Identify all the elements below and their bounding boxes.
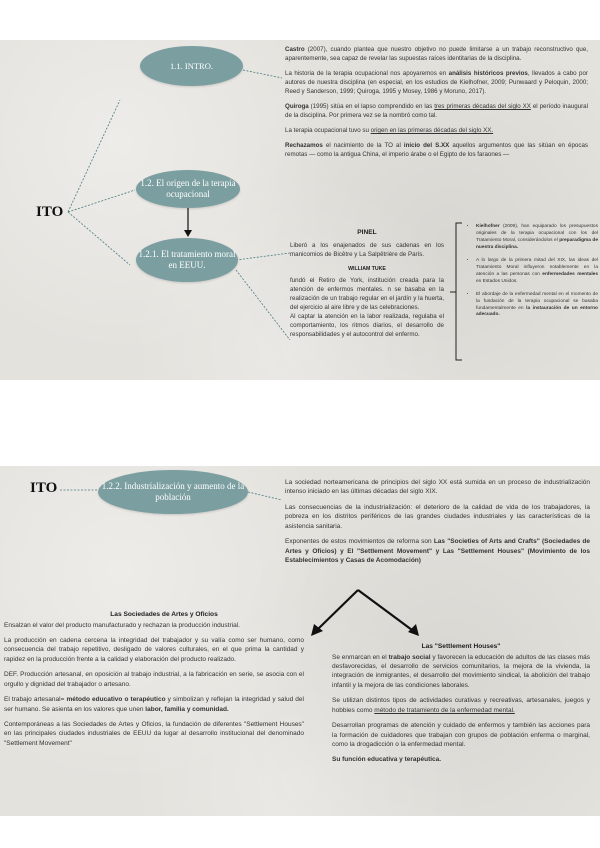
ito-label: ITO bbox=[36, 204, 64, 220]
artes-oficios-title: Las Sociedades de Artes y Oficios bbox=[110, 611, 218, 618]
industrializacion-node-label: 1.2.2. Industrialización y aumento de la población bbox=[101, 480, 245, 502]
bullet2-bold: enfermedades mentales bbox=[542, 271, 598, 277]
tratamiento-node[interactable] bbox=[136, 238, 238, 282]
bullet1-bold: Kielhofner bbox=[476, 224, 500, 229]
industrial-p3-bold: Las "Societies of Arts and Crafts" (Sociedades de Artes y Oficios) y El "Settlement Movement" y Las "Settlement Houses" (Movimiento de los Establecimientos y Casas de Acomodación) bbox=[285, 538, 590, 564]
artes-p2: La producción en cadena cercena la integridad del trabajador y su valía como ser humano, como consecuencia del trabajo repetitivo, desligado de valores culturales, en el que prima la cantidad y rapidez en la producción frente a la calidad y elaboración del producto realizado. bbox=[4, 636, 304, 663]
intro-node-label: 1.1. INTRO. bbox=[170, 61, 213, 71]
intro-p3-a: (1995) sitúa en el lapso comprendido en las bbox=[308, 102, 435, 110]
artes-p4-b: y simbolizan y reflejan la integridad y salud del ser humano. Se asienta en los valores que unen bbox=[4, 696, 304, 713]
artes-p4-bold: método educativo o terapéutico bbox=[66, 696, 166, 704]
artes-p5: Contemporáneas a las Sociedades de Artes y Oficios, la fundación de diferentes "Settlement Houses" en las principales ciudades industriales de EEUU da lugar al desarrollo institucional del denominado "Settlement Movement" bbox=[4, 720, 304, 747]
intro-p2-a: La historia de la terapia ocupacional nos apoyaremos en bbox=[285, 69, 449, 77]
artes-p4-bold2: labor, familia y comunidad. bbox=[145, 705, 229, 713]
pinel-title: PINEL bbox=[357, 229, 377, 236]
intro-p5-b: aquellos argumentos que las sitúan en épocas remotas — como la antigua China, el imperio árabe o el Egipto de los faraones — bbox=[285, 141, 588, 158]
artes-p4-a: El trabajo artesanal= bbox=[4, 696, 67, 704]
bullet3-bold: la instauración de un entorno adecuado. bbox=[476, 305, 598, 318]
intro-p4-underline: origen en las primeras décadas del siglo XX. bbox=[370, 126, 494, 134]
artes-p1: Ensalzan el valor del producto manufacturado y rechazan la producción industrial. bbox=[4, 621, 240, 629]
settlement-p1-a: Se enmarcan en el bbox=[332, 653, 389, 661]
bullet-siglo-xix bbox=[476, 258, 598, 286]
settlement-p2-underline: método de tratamiento de la enfermedad mental. bbox=[374, 706, 515, 714]
intro-p3-b: el período inaugural de la disciplina. Por primera vez se la nombró como tal. bbox=[285, 102, 588, 119]
tratamiento-bullets bbox=[468, 224, 598, 325]
settlement-p3: Desarrollan programas de atención y cuidado de enfermos y también las acciones para la formación de cuidadores que trabajan con grupos de población enferma o marginal, como la drogadicción o la enfermedad mental. bbox=[332, 722, 590, 748]
intro-p2-bold: análisis históricos previos bbox=[448, 69, 528, 77]
bullet1-text: (2009), han equiparado los presupuestos originales de la terapia ocupacional con los del Tratamiento Moral, considerándolos el bbox=[476, 224, 598, 243]
settlement-p1-b: y favorecen la educación de adultos de las clases más desfavorecidas, el desarrollo de servicios comunitarios, la mejora de la vivienda, la integración de inmigrantes, el desarrollo del movimiento sindical, la abolición del trabajo infantil y la mejora de las condiciones laborales. bbox=[332, 653, 591, 689]
intro-p4-a: La terapia ocupacional tuvo su bbox=[285, 126, 371, 134]
tuke-text: fundó el Retiro de York, institución creada para la atención de enfermos mentales. n se basaba en la realización de un trabajo regular en el jardín y la huerta, del ejercicio al aire libre y de las celebraciones. bbox=[290, 277, 444, 311]
settlement-p1-bold: trabajo social bbox=[388, 653, 431, 661]
origen-node-label: 1.2. El origen de la terapia ocupacional bbox=[140, 177, 236, 199]
artes-oficios-block bbox=[4, 610, 304, 754]
pinel-tuke-block bbox=[290, 228, 444, 346]
intro-p1: (2007), cuando plantea que nuestro objetivo no puede limitarse a un trabajo reconstructivo que, aparentemente, sea capaz de revelar las supuestas raíces identitarias de la disciplina. bbox=[285, 46, 588, 62]
artes-p3: DEF. Producción artesanal, en oposición al trabajo industrial, a la fabricación en serie, se asocia con el orgullo y dignidad del trabajador o artesano. bbox=[4, 671, 304, 688]
intro-p2-b: , llevados a cabo por autores de nuestra disciplina (en especial, en los estudios de Kielhofner, 2009; Punwaard y Peloquin, 2000; Reed y Sanderson, 1999; Quiroga, 1995 y Mosey, 1986 y Moruno, 2017). bbox=[285, 69, 588, 95]
intro-p5-bold: inicio del S.XX bbox=[403, 141, 450, 149]
intro-node[interactable] bbox=[140, 46, 243, 86]
settlement-p4: Su función educativa y terapéutica. bbox=[332, 756, 442, 764]
castro-label: Castro bbox=[285, 46, 305, 53]
industrial-p3-a: Exponentes de estos movimientos de reforma son bbox=[285, 538, 434, 546]
rechazamos-label: Rechazamos bbox=[285, 141, 323, 149]
industrial-p1: La sociedad norteamericana de principios del siglo XX está sumida en un proceso de industrialización intenso iniciado en las últimas décadas del siglo XIX. bbox=[285, 479, 590, 496]
settlement-block bbox=[332, 642, 590, 771]
bullet1-bold2: preparadigma de nuestra disciplina. bbox=[476, 237, 598, 250]
industrializacion-node[interactable] bbox=[98, 470, 248, 514]
intro-p3-underline: tres primeras décadas del siglo XX bbox=[434, 102, 531, 110]
industrial-text-block bbox=[285, 478, 590, 571]
tratamiento-node-label: 1.2.1. El tratamiento moral en EEUU. bbox=[138, 248, 236, 270]
origen-node[interactable] bbox=[136, 170, 240, 208]
quiroga-label: Quiroga bbox=[285, 102, 309, 110]
intro-text-block bbox=[285, 46, 588, 166]
tuke-title: WILLIAM TUKE bbox=[348, 265, 386, 272]
intro-p5-a: el nacimiento de la TO al bbox=[322, 141, 404, 149]
settlement-title: Las "Settlement Houses" bbox=[421, 643, 501, 650]
bullet-kielhofner bbox=[476, 224, 598, 252]
bullet-abordaje bbox=[476, 292, 598, 320]
bullet2-text-b: en Estados Unidos. bbox=[476, 278, 518, 284]
page-section-2 bbox=[0, 466, 600, 816]
industrial-p2: Las consecuencias de la industrialización: el deterioro de la calidad de vida de los trabajadores, la pobreza en los distritos periféricos de las grandes ciudades industriales y las características de la asistencia sanitaria. bbox=[285, 503, 590, 530]
ito-label-2: ITO bbox=[30, 480, 58, 496]
page-section-1 bbox=[0, 40, 600, 380]
bullet3-text: El abordaje de la enfermedad mental en el momento de la fundación de la terapia ocupacional se basaba fundamentalmente en bbox=[476, 291, 598, 311]
settlement-p2-a: Se utilizan distintos tipos de actividades curativas y recreativas, artesanales, juegos y hobbies como bbox=[332, 697, 590, 714]
pinel-text: Liberó a los enajenados de sus cadenas en los manicomios de Bicêtre y La Salpêtrière de París. bbox=[290, 241, 444, 258]
tuke-text-2: Al captar la atención en la labor realizada, regulaba el comportamiento, los ritmos diarios, el desarrollo de responsabilidades y el autocontrol del enfermo. bbox=[290, 312, 444, 338]
bullet2-text: A lo largo de la primera mitad del XIX, las ideas del Tratamiento Moral influyeron notablemente en la atención a las personas con bbox=[476, 257, 598, 277]
